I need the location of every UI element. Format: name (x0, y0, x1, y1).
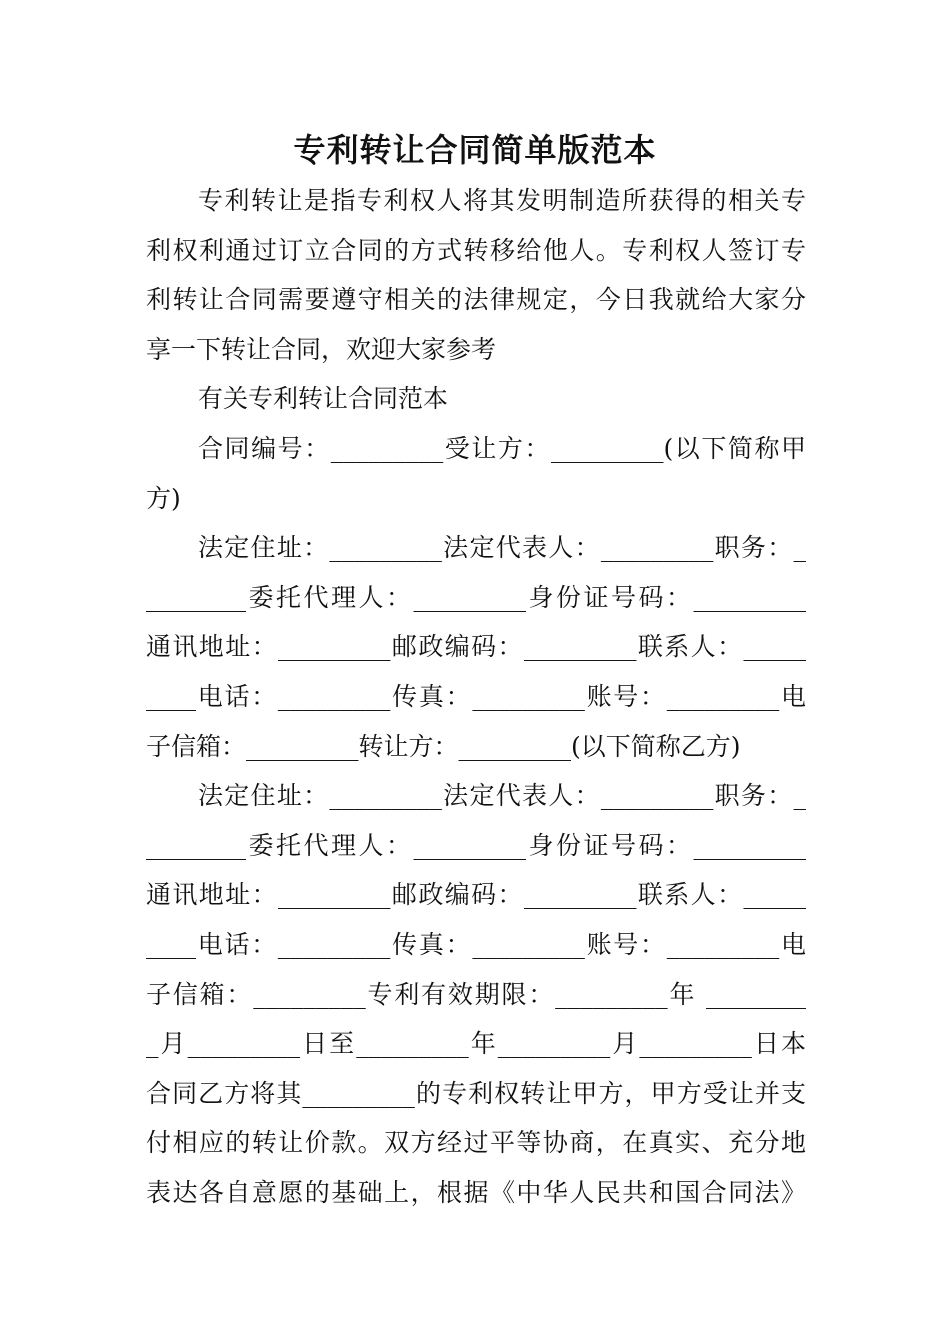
text-line: 表达各自意愿的基础上，根据《中华人民共和国合同法》 (146, 1177, 806, 1207)
text-line: ____电话：_________传真：_________账号：_________电 (146, 929, 806, 959)
text-line: 法定住址：_________法定代表人：_________职务：_ (198, 781, 806, 811)
text-line: 方) (146, 483, 181, 513)
text-line: 享一下转让合同，欢迎大家参考 (146, 334, 497, 364)
text-line: 通讯地址：_________邮政编码：_________联系人：_____ (146, 880, 806, 910)
text-line: ____电话：_________传真：_________账号：_________电 (146, 681, 806, 711)
text-line: 合同编号：_________受让方：_________(以下简称甲 (198, 433, 806, 463)
text-line: 合同乙方将其_________的专利权转让甲方，甲方受让并支 (146, 1078, 806, 1108)
document-title: 专利转让合同简单版范本 (293, 131, 657, 169)
text-line: 付相应的转让价款。双方经过平等协商，在真实、充分地 (146, 1128, 806, 1158)
document-body (146, 176, 806, 1217)
text-line: ________委托代理人：_________身份证号码：_________ (146, 830, 806, 860)
text-line: ________委托代理人：_________身份证号码：_________ (146, 582, 806, 612)
text-line: 利转让合同需要遵守相关的法律规定，今日我就给大家分 (146, 285, 806, 315)
text-line: 法定住址：_________法定代表人：_________职务：_ (198, 533, 806, 563)
text-line: 子信箱：_________转让方：_________(以下简称乙方) (146, 731, 741, 761)
text-line: 子信箱：_________专利有效期限：_________年 ________ (146, 979, 806, 1009)
text-line: 有关专利转让合同范本 (198, 384, 449, 414)
text-line: 通讯地址：_________邮政编码：_________联系人：_____ (146, 632, 806, 662)
text-line: _月_________日至_________年_________月_________日本 (146, 1029, 806, 1059)
text-line: 利权利通过订立合同的方式转移给他人。专利权人签订专 (146, 235, 806, 265)
text-line: 专利转让是指专利权人将其发明制造所获得的相关专 (198, 186, 806, 215)
